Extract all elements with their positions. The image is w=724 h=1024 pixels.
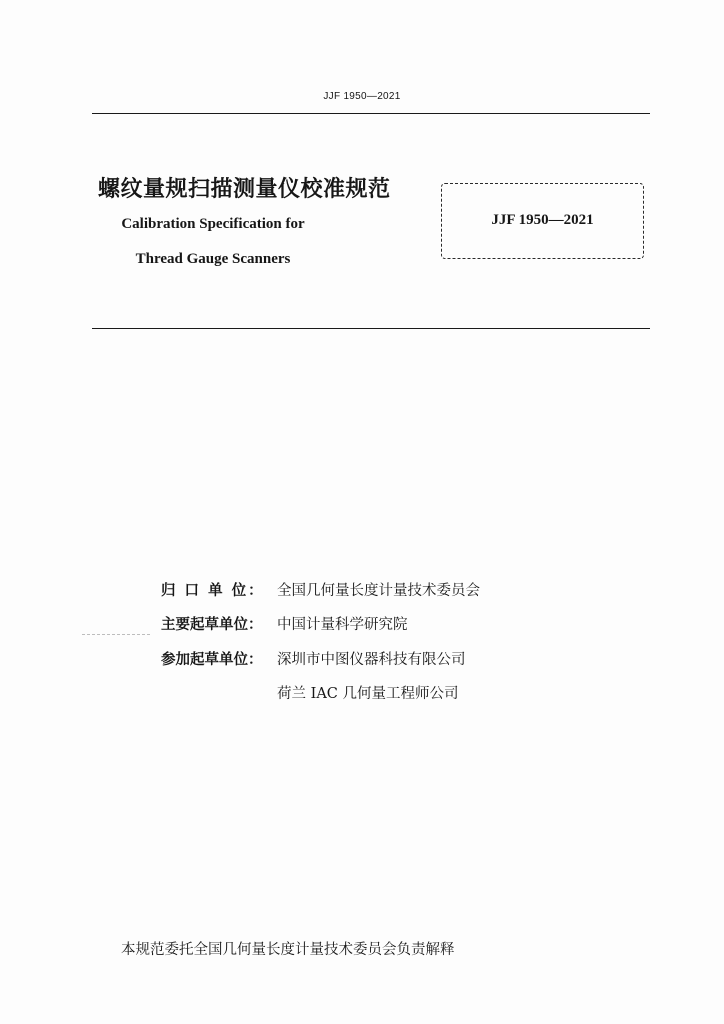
interpretation-note: 本规范委托全国几何量长度计量技术委员会负责解释	[121, 942, 455, 958]
org-row-participating-drafter	[161, 648, 466, 669]
org-row-responsible	[161, 579, 480, 600]
org-value-main-drafter: 中国计量科学研究院	[277, 617, 408, 633]
title-section-rule	[92, 328, 650, 329]
org-label-main-drafter: 主要起草单位：	[161, 617, 263, 633]
specification-code: JJF 1950—2021	[491, 212, 594, 228]
org-label-participating-drafter: 参加起草单位：	[161, 652, 263, 668]
org-row-participating-drafter-2	[277, 682, 459, 703]
org-value-participating-drafter-2: 荷兰 IAC 几何量工程师公司	[277, 686, 459, 702]
title-english-line2: Thread Gauge Scanners	[135, 251, 291, 267]
specification-code-box	[441, 183, 644, 259]
header-rule	[92, 113, 650, 114]
org-label-responsible: 归 口 单 位：	[161, 583, 265, 599]
org-row-main-drafter	[161, 613, 408, 634]
running-header-code: JJF 1950—2021	[323, 91, 401, 102]
scan-artifact-line	[82, 634, 150, 635]
title-chinese: 螺纹量规扫描测量仪校准规范	[98, 177, 391, 202]
org-value-participating-drafter-1: 深圳市中图仪器科技有限公司	[277, 652, 466, 668]
org-value-responsible: 全国几何量长度计量技术委员会	[277, 583, 480, 599]
title-english-line1: Calibration Specification for	[121, 216, 305, 232]
